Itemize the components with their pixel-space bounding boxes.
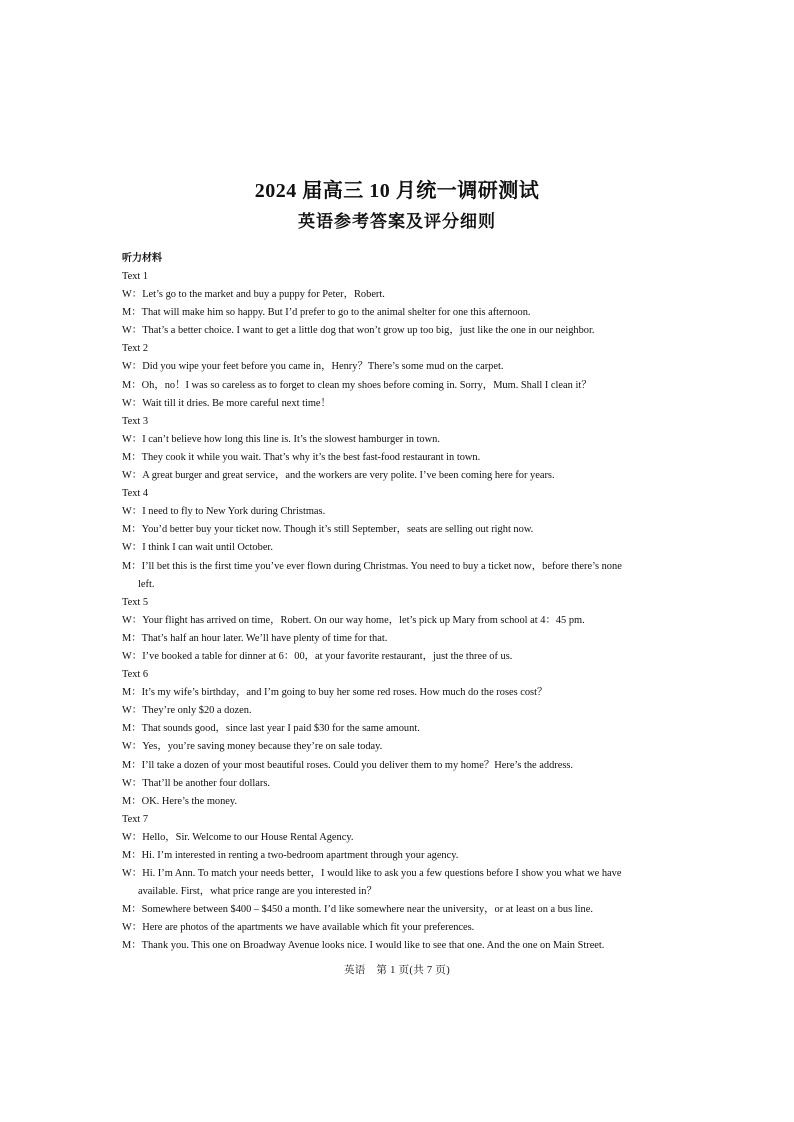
dialogue-line [122,937,677,955]
dialogue-line-text: M：Thank you. This one on Broadway Avenue looks nice. I would like to see that one. And the one on Main Street. [122,940,605,952]
dialogue-line [122,738,677,756]
dialogue-line-continuation: left. [138,578,155,590]
text-heading: Text 7 [122,813,149,825]
dialogue-line-text: W：I need to fly to New York during Christmas. [122,506,326,518]
dialogue-line [122,757,677,775]
dialogue-line-text: W：Hi. I’m Ann. To match your needs better，I would like to ask you a few questions before I show you what we have [122,868,622,880]
dialogue-line [122,684,677,702]
dialogue-line [122,286,677,304]
dialogue-line-text: W：I can’t believe how long this line is. It’s the slowest hamburger in town. [122,433,440,445]
dialogue-line-text: W：That’ll be another four dollars. [122,777,271,789]
dialogue-line-text: W：Hello，Sir. Welcome to our House Rental Agency. [122,831,354,843]
dialogue-line-text: M：They cook it while you wait. That’s why it’s the best fast-food restaurant in town. [122,451,481,463]
dialogue-line [122,720,677,738]
dialogue-line [122,702,677,720]
dialogue-line-text: M：I’ll bet this is the first time you’ve ever flown during Christmas. You need to buy a ticket now，before there’s none [122,560,622,572]
dialogue-line [122,521,677,539]
text-heading: Text 1 [122,271,149,282]
section-label: 听力材料 [122,253,162,264]
dialogue-line-text: W：I’ve booked a table for dinner at 6：00，at your favorite restaurant，just the three of us. [122,650,513,662]
page-footer: 英语 第 1 页(共 7 页) [344,965,450,976]
dialogue-line-text: M：Somewhere between $400 – $450 a month. I’d like somewhere near the university，or at least on a bus line. [122,904,593,916]
page-title: 2024 届高三 10 月统一调研测试 [254,180,540,202]
dialogue-line [122,793,677,811]
dialogue-line [122,829,677,847]
dialogue-line [122,322,677,340]
text-heading: Text 6 [122,669,149,681]
dialogue-line-text: M：It’s my wife’s birthday，and I’m going to buy her some red roses. How much do the roses cost？ [122,687,548,699]
dialogue-line-text: W：Wait till it dries. Be more careful next time！ [122,397,331,409]
dialogue-line-text: W：Yes，you’re saving money because they’re on sale today. [122,741,383,753]
transcript-body [122,250,677,956]
dialogue-line [122,901,677,919]
dialogue-line-text: M：Hi. I’m interested in renting a two-bedroom apartment through your agency. [122,850,459,861]
dialogue-line [122,449,677,467]
dialogue-line [122,467,677,485]
text-heading: Text 3 [122,415,149,427]
dialogue-line [122,775,677,793]
dialogue-line-text: W：They’re only $20 a dozen. [122,705,252,717]
dialogue-line-continuation: available. First，what price range are you interested in？ [138,886,377,898]
dialogue-line-text: M：That sounds good，since last year I paid $30 for the same amount. [122,723,420,735]
dialogue-line [122,865,677,901]
dialogue-line [122,503,677,521]
dialogue-line-text: W：Did you wipe your feet before you came in，Henry？There’s some mud on the carpet. [122,361,504,373]
dialogue-line-text: M：Oh，no！I was so careless as to forget to clean my shoes before coming in. Sorry，Mum. Shall I clean it？ [122,379,592,391]
dialogue-line-text: M：You’d better buy your ticket now. Though it’s still September，seats are selling out right now. [122,524,534,536]
dialogue-line-text: M：I’ll take a dozen of your most beautiful roses. Could you deliver them to my home？Here’s the address. [122,759,574,771]
dialogue-line-text: W：A great burger and great service，and the workers are very polite. I’ve been coming here for years. [122,470,555,482]
dialogue-line [122,395,677,413]
dialogue-line-text: M：That will make him so happy. But I’d prefer to go to the animal shelter for one this afternoon. [122,307,531,319]
dialogue-line-text: M：That’s half an hour later. We’ll have plenty of time for that. [122,632,388,644]
text-heading: Text 4 [122,488,149,500]
dialogue-line [122,377,677,395]
dialogue-line-text: W：Your flight has arrived on time，Robert. On our way home，let’s pick up Mary from school at 4：45 pm. [122,614,585,626]
text-heading: Text 5 [122,596,149,608]
dialogue-line [122,358,677,376]
dialogue-line-text: M：OK. Here’s the money. [122,795,238,807]
dialogue-line [122,558,677,594]
page-subtitle: 英语参考答案及评分细则 [298,212,496,231]
dialogue-line [122,648,677,666]
dialogue-line-text: W：I think I can wait until October. [122,542,273,554]
dialogue-line [122,612,677,630]
dialogue-line [122,630,677,648]
dialogue-line [122,847,677,865]
text-heading: Text 2 [122,343,149,355]
dialogue-line [122,431,677,449]
dialogue-line [122,304,677,322]
dialogue-line-text: W：Here are photos of the apartments we have available which fit your preferences. [122,922,475,934]
dialogue-line-text: W：Let’s go to the market and buy a puppy for Peter，Robert. [122,289,385,301]
dialogue-line-text: W：That’s a better choice. I want to get a little dog that won’t grow up too big，just like the one in our neighbor. [122,325,595,337]
texts-container [122,268,677,956]
dialogue-line [122,539,677,557]
dialogue-line [122,919,677,937]
